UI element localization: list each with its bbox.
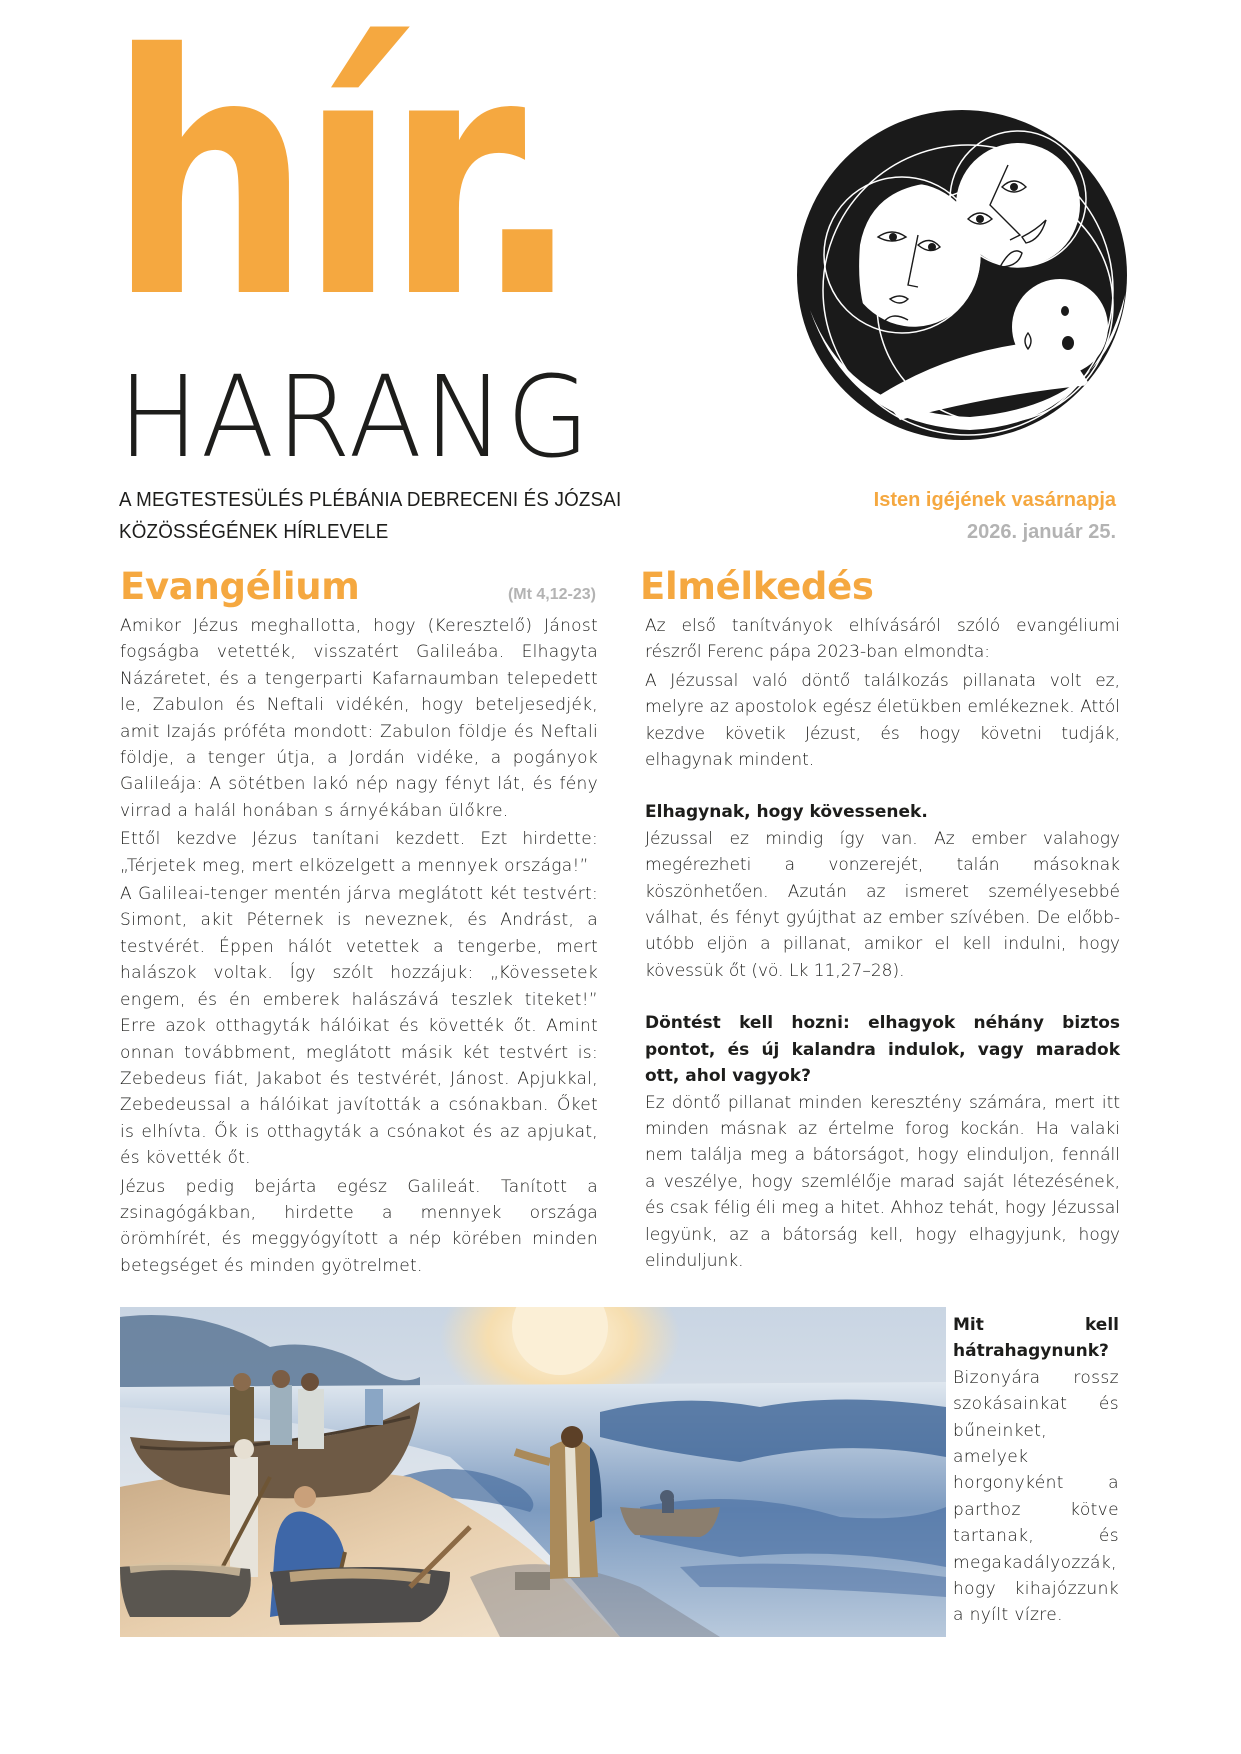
- masthead-title-harang: HARANG: [118, 353, 592, 483]
- masthead-title-hir: hír.: [108, 0, 570, 371]
- gospel-header: [120, 565, 598, 609]
- sidebar-heading: Mit kell hátrahagynunk?: [953, 1315, 1119, 1362]
- reflection-intro: Az első tanítványok elhívásáról szóló evangéliumi részről Ferenc pápa 2023-ban elmondta:: [645, 616, 1120, 663]
- reflection-intro-quote: A Jézussal való döntő találkozás pillanata volt ez, melyre az apostolok egész életükben emlékeznek. Attól kezdve követik Jézust, és hogy követni tudják, elhagynak mindent.: [645, 670, 1120, 771]
- reflection-section: [640, 565, 1120, 1276]
- gospel-paragraph: A Galileai-tenger mentén járva meglátott két testvért: Simont, akit Péternek is neveznek, és Andrást, a testvérét. Éppen hálót vetettek a tengerbe, mert halászok voltak. Így szólt hozzájuk: „Kövessetek engem, és én emberek halászává teszlek titeket!” Erre azok otthagyták hálóikat és követték őt. Amint onnan továbbment, meglátott másik két testvért is: Zebedeus fiát, Jakabot és testvérét, Jánost. Apjukkal, Zebedeussal a hálóikat javították a csónakban. Őket is elhívta. Ők is otthagyták a csónakot és az apjukat, és követték őt.: [120, 884, 598, 1169]
- sidebar-note: [953, 1312, 1119, 1629]
- subtitle-line: A MEGTESTESÜLÉS PLÉBÁNIA DEBRECENI ÉS JÓZSAI: [119, 489, 622, 511]
- gospel-section: [120, 565, 598, 1281]
- gospel-title: Evangélium: [120, 565, 360, 608]
- reflection-text: [645, 613, 1120, 1274]
- gospel-paragraph: Jézus pedig bejárta egész Galileát. Tanított a zsinagógákban, hirdette a mennyek országa örömhírét, és meggyógyított a nép körében minden betegséget és minden gyötrelmet.: [120, 1176, 598, 1276]
- reflection-paragraph: Ez döntő pillanat minden keresztény számára, mert itt minden másnak az értelme forog kockán. Ha valaki nem találja meg a bátorságot, hogy elinduljon, fennáll a veszélye, hogy szemlélője marad saját létezésének, és csak félig éli meg a hitet. Ahhoz tehát, hogy Jézussal legyünk, az a bátorság kell, hogy elhagyjunk, hogy elinduljunk.: [645, 1092, 1120, 1271]
- gospel-reference: (Mt 4,12-23): [507, 586, 596, 603]
- holy-family-circle-logo-icon: [790, 95, 1140, 445]
- watercolor-jesus-calling-fishermen-illustration-icon: [120, 1307, 946, 1637]
- reflection-subheading: Elhagynak, hogy kövessenek.: [645, 802, 928, 823]
- reflection-subheading: Döntést kell hozni: elhagyok néhány biztos pontot, és új kalandra indulok, vagy maradok ott, ahol vagyok?: [645, 1013, 1120, 1087]
- reflection-paragraph: Jézussal ez mindig így van. Az ember valahogy megérezheti a vonzerejét, talán másoknak köszönhetően. Azután az ismeret személyesebbé válhat, és fényt gyújthat az ember szívében. De előbb-utóbb eljön a pillanat, amikor el kell indulni, hogy kövessük őt (vö. Lk 11,27–28).: [645, 828, 1120, 981]
- masthead-subtitle: [119, 484, 621, 548]
- feast-name: Isten igéjének vasárnapja: [873, 489, 1116, 511]
- reflection-title: Elmélkedés: [640, 565, 874, 608]
- issue-info: [874, 484, 1116, 548]
- gospel-paragraph: Ettől kezdve Jézus tanítani kezdett. Ezt hirdette: „Térjetek meg, mert elközelgett a mennyek országa!”: [120, 829, 598, 876]
- gospel-text: [120, 613, 598, 1279]
- issue-date: 2026. január 25.: [967, 521, 1116, 543]
- subtitle-line: KÖZÖSSÉGÉNEK HÍRLEVELE: [119, 521, 389, 543]
- gospel-paragraph: Amikor Jézus meghallotta, hogy (Keresztelő) Jánost fogságba vetették, visszatért Galileába. Elhagyta Názáretet, és a tengerparti Kafarnaumban telepedett le, Zabulon és Neftali vidékén, hogy beteljesedjék, amit Izajás próféta mondott: Zabulon földje és Neftali földje, a tenger útja, a Jordán vidéke, a pogányok Galileája: A sötétben lakó nép nagy fényt lát, és fény virrad a halál honában s árnyékában ülőkre.: [120, 616, 598, 821]
- sidebar-text: Bizonyára rossz szokásainkat és bűneinket, amelyek horgonyként a parthoz kötve tartanak, és megakadályozzák, hogy kihajózzunk a nyílt vízre.: [953, 1367, 1119, 1626]
